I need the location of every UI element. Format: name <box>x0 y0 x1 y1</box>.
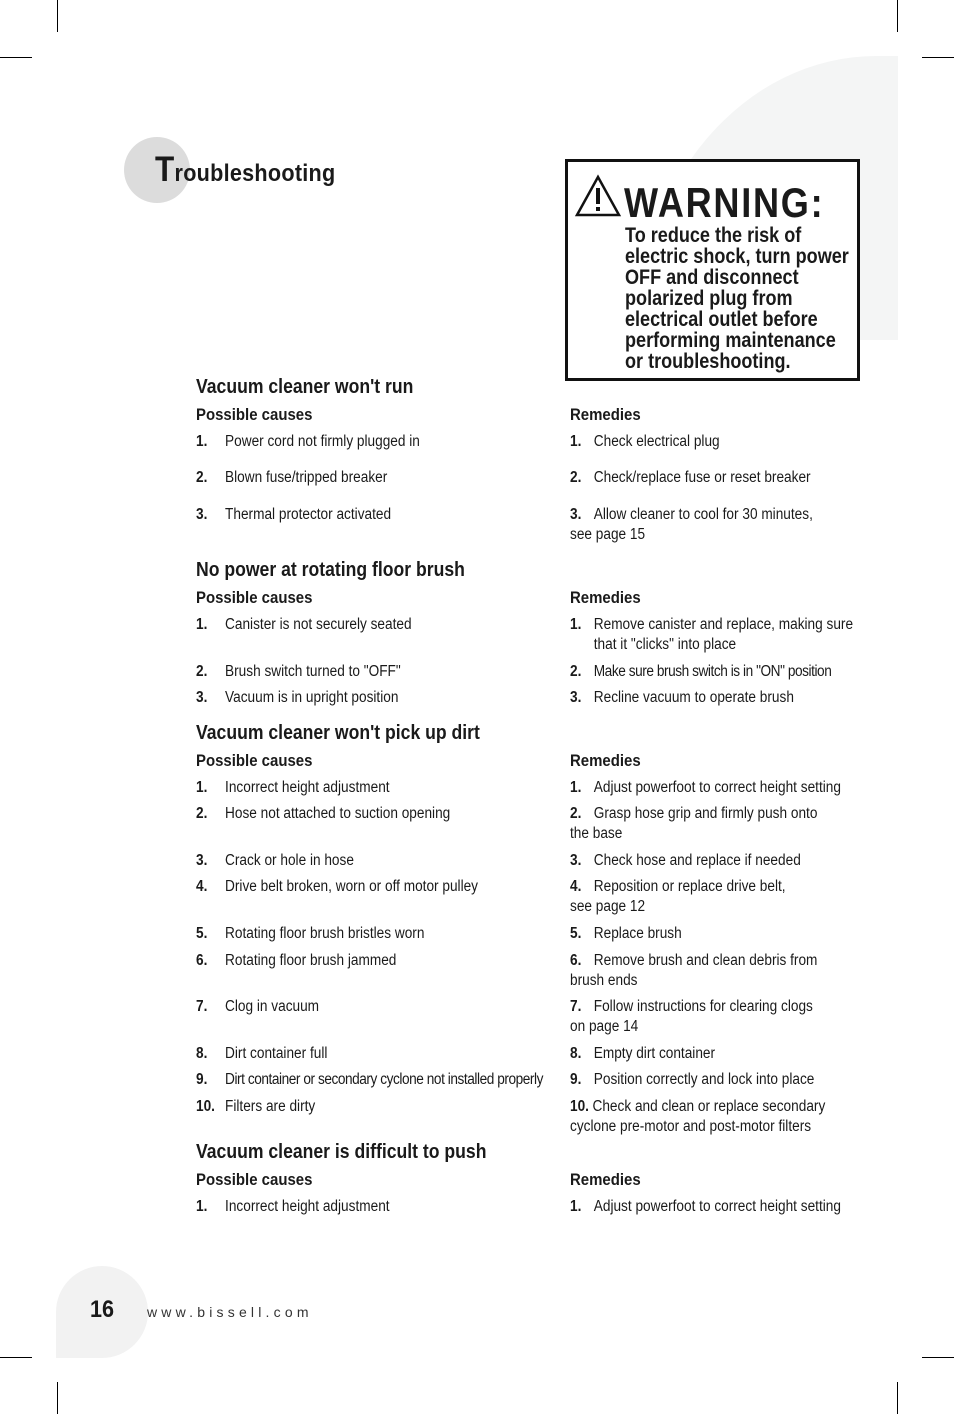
remedy-text: on page 14 <box>570 1018 639 1035</box>
remedy-text: Replace brush <box>593 925 682 942</box>
warning-line: performing maintenance <box>625 329 836 352</box>
cause-text: Thermal protector activated <box>225 506 392 523</box>
cause-text: Filters are dirty <box>225 1098 316 1115</box>
cause-text: Clog in vacuum <box>225 998 320 1015</box>
remedy-item <box>570 468 811 488</box>
cause-item <box>196 432 420 452</box>
causes-heading: Possible causes <box>196 588 313 607</box>
cause-text: Power cord not firmly plugged in <box>225 433 420 450</box>
item-number: 1. <box>570 616 582 633</box>
warning-line: or troubleshooting. <box>625 350 791 373</box>
title-initial: T <box>155 150 175 189</box>
item-number: 8. <box>570 1045 582 1062</box>
remedy-item <box>570 877 786 917</box>
item-number: 6. <box>570 952 582 969</box>
item-number: 1. <box>570 433 582 450</box>
item-number: 3. <box>570 689 582 706</box>
remedy-item <box>570 851 801 871</box>
remedy-text: Allow cleaner to cool for 30 minutes, <box>593 506 813 523</box>
crop-mark <box>922 1357 954 1358</box>
item-number: 2. <box>570 469 582 486</box>
remedy-text: Position correctly and lock into place <box>593 1071 815 1088</box>
item-number: 3. <box>196 689 208 706</box>
remedy-text: Remove brush and clean debris from <box>593 952 818 969</box>
warning-triangle-icon <box>574 174 622 218</box>
cause-text: Vacuum is in upright position <box>225 689 399 706</box>
item-number: 2. <box>196 663 208 680</box>
crop-mark <box>897 0 898 32</box>
causes-heading: Possible causes <box>196 1170 313 1189</box>
page-title <box>155 150 335 190</box>
cause-text: Canister is not securely seated <box>225 616 412 633</box>
remedy-text: Adjust powerfoot to correct height setting <box>593 1198 841 1215</box>
item-number: 1. <box>196 616 208 633</box>
remedy-text: the base <box>570 825 623 842</box>
item-number: 2. <box>570 663 582 680</box>
causes-heading: Possible causes <box>196 405 313 424</box>
remedy-item <box>570 615 853 655</box>
cause-item <box>196 804 450 824</box>
remedy-item <box>570 924 682 944</box>
remedies-heading: Remedies <box>570 405 641 424</box>
cause-text: Brush switch turned to "OFF" <box>225 663 401 680</box>
item-number: 10. <box>570 1098 589 1115</box>
item-number: 10. <box>196 1098 215 1115</box>
remedy-text: Empty dirt container <box>593 1045 716 1062</box>
cause-item <box>196 1097 315 1117</box>
item-number: 7. <box>570 998 582 1015</box>
warning-heading: WARNING: <box>624 179 825 226</box>
warning-line: polarized plug from <box>625 287 793 310</box>
website-url: www.bissell.com <box>147 1304 313 1320</box>
cause-item <box>196 615 412 635</box>
item-number: 2. <box>196 469 208 486</box>
item-number: 9. <box>570 1071 582 1088</box>
cause-item <box>196 997 319 1017</box>
remedy-item <box>570 1097 825 1137</box>
warning-text <box>625 225 853 372</box>
remedy-text: Make sure brush switch is in "ON" position <box>593 663 832 680</box>
remedy-item <box>570 662 831 682</box>
item-number: 3. <box>196 506 208 523</box>
title-rest: roubleshooting <box>174 160 336 187</box>
item-number: 1. <box>570 1198 582 1215</box>
item-number: 1. <box>196 433 208 450</box>
crop-mark <box>897 1382 898 1414</box>
remedy-item <box>570 804 817 844</box>
warning-line: electrical outlet before <box>625 308 818 331</box>
remedy-item <box>570 432 720 452</box>
section-title: Vacuum cleaner is difficult to push <box>196 1141 487 1163</box>
remedy-item <box>570 1070 814 1090</box>
cause-text: Incorrect height adjustment <box>225 1198 390 1215</box>
item-number: 8. <box>196 1045 208 1062</box>
cause-text: Incorrect height adjustment <box>225 779 390 796</box>
item-number: 4. <box>570 878 582 895</box>
item-number: 6. <box>196 952 208 969</box>
crop-mark <box>57 0 58 32</box>
remedy-item <box>570 505 813 545</box>
remedy-text: Adjust powerfoot to correct height setting <box>593 779 841 796</box>
remedy-text: see page 15 <box>570 526 646 543</box>
remedies-heading: Remedies <box>570 751 641 770</box>
remedy-text: Reposition or replace drive belt, <box>593 878 786 895</box>
remedy-text: Check and clean or replace secondary <box>592 1098 826 1115</box>
cause-text: Blown fuse/tripped breaker <box>225 469 388 486</box>
remedies-heading: Remedies <box>570 588 641 607</box>
warning-line: To reduce the risk of <box>625 224 802 247</box>
remedy-text: Check hose and replace if needed <box>593 852 801 869</box>
crop-mark <box>0 1357 32 1358</box>
cause-item <box>196 778 390 798</box>
causes-heading: Possible causes <box>196 751 313 770</box>
warning-line: electric shock, turn power <box>625 245 849 268</box>
item-number: 2. <box>570 805 582 822</box>
section-title: Vacuum cleaner won't run <box>196 376 414 398</box>
cause-item <box>196 1044 327 1064</box>
cause-item <box>196 877 478 897</box>
remedy-text: Follow instructions for clearing clogs <box>593 998 813 1015</box>
cause-text: Rotating floor brush jammed <box>225 952 397 969</box>
item-number: 1. <box>196 1198 208 1215</box>
remedy-item <box>570 951 817 991</box>
remedy-item <box>570 1044 715 1064</box>
cause-item <box>196 688 398 708</box>
item-number: 3. <box>570 852 582 869</box>
item-number: 5. <box>570 925 582 942</box>
item-number: 1. <box>196 779 208 796</box>
warning-line: OFF and disconnect <box>625 266 799 289</box>
section-title: Vacuum cleaner won't pick up dirt <box>196 722 480 744</box>
remedy-text: see page 12 <box>570 898 646 915</box>
crop-mark <box>57 1382 58 1414</box>
cause-item <box>196 468 387 488</box>
item-number: 3. <box>570 506 582 523</box>
remedy-text: brush ends <box>570 972 638 989</box>
item-number: 7. <box>196 998 208 1015</box>
item-number: 2. <box>196 805 208 822</box>
remedy-text: cyclone pre-motor and post-motor filters <box>570 1118 812 1135</box>
item-number: 4. <box>196 878 208 895</box>
cause-text: Dirt container or secondary cyclone not installed properly <box>225 1071 543 1088</box>
cause-item <box>196 851 354 871</box>
remedy-item <box>570 778 841 798</box>
cause-text: Dirt container full <box>225 1045 328 1062</box>
cause-text: Crack or hole in hose <box>225 852 354 869</box>
remedy-item <box>570 1197 841 1217</box>
cause-item <box>196 505 391 525</box>
remedy-text: Check electrical plug <box>593 433 720 450</box>
item-number: 5. <box>196 925 208 942</box>
crop-mark <box>922 57 954 58</box>
remedy-item <box>570 688 794 708</box>
page-number: 16 <box>90 1296 115 1323</box>
remedy-item <box>570 997 813 1037</box>
remedies-heading: Remedies <box>570 1170 641 1189</box>
warning-box <box>565 159 860 381</box>
item-number: 3. <box>196 852 208 869</box>
crop-mark <box>0 57 32 58</box>
cause-item <box>196 951 396 971</box>
cause-text: Drive belt broken, worn or off motor pulley <box>225 878 479 895</box>
remedy-text: Remove canister and replace, making sure <box>593 616 854 633</box>
remedy-text: Recline vacuum to operate brush <box>593 689 794 706</box>
cause-item <box>196 662 401 682</box>
remedy-text: that it "clicks" into place <box>593 636 737 653</box>
section-title: No power at rotating floor brush <box>196 559 465 581</box>
item-number: 9. <box>196 1071 208 1088</box>
item-number: 1. <box>570 779 582 796</box>
cause-item <box>196 924 424 944</box>
remedy-text: Grasp hose grip and firmly push onto <box>593 805 818 822</box>
remedy-text: Check/replace fuse or reset breaker <box>593 469 811 486</box>
cause-item <box>196 1070 543 1090</box>
cause-item <box>196 1197 390 1217</box>
cause-text: Hose not attached to suction opening <box>225 805 451 822</box>
cause-text: Rotating floor brush bristles worn <box>225 925 425 942</box>
